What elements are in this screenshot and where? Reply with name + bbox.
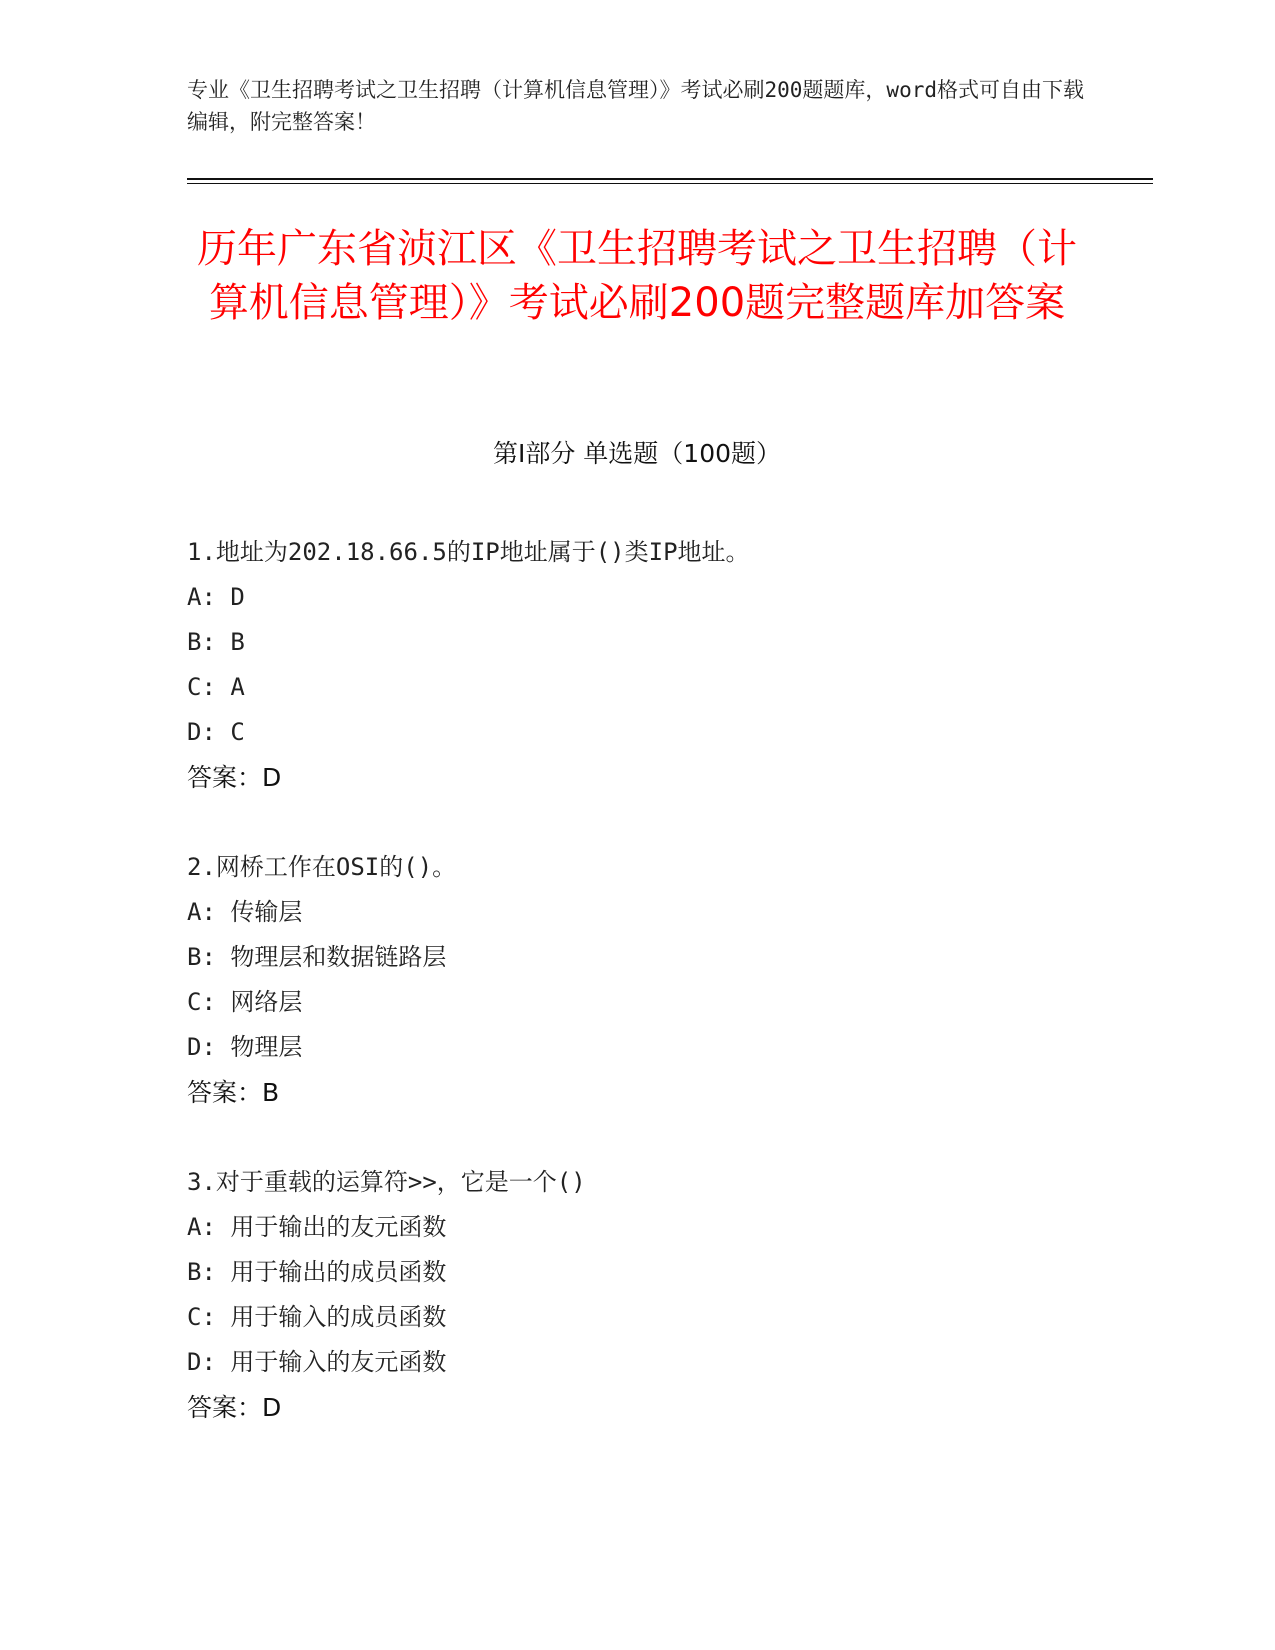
question-2 [187,845,1087,1115]
option-d: D: C [187,718,245,746]
answer: 答案：D [187,1393,282,1422]
option-c: C: A [187,673,245,701]
option-a: A: 用于输出的友元函数 [187,1213,447,1241]
header-divider-thick [187,178,1153,180]
answer: 答案：B [187,1078,280,1107]
option-d: D: 物理层 [187,1033,303,1061]
answer: 答案：D [187,763,282,792]
option-c: C: 网络层 [187,988,303,1016]
question-stem: 2.网桥工作在OSI的()。 [187,853,457,881]
question-stem: 1.地址为202.18.66.5的IP地址属于()类IP地址。 [187,538,750,566]
option-a: A: D [187,583,245,611]
option-b: B: 物理层和数据链路层 [187,943,447,971]
header-note: 专业《卫生招聘考试之卫生招聘（计算机信息管理）》考试必刷200题题库，word格式可自由下载编辑，附完整答案！ [187,78,1084,134]
option-c: C: 用于输入的成员函数 [187,1303,447,1331]
question-stem: 3.对于重载的运算符>>，它是一个() [187,1168,586,1196]
document-title: 历年广东省浈江区《卫生招聘考试之卫生招聘（计算机信息管理）》考试必刷200题完整题库加答案 [197,226,1077,326]
question-list [187,530,1087,1475]
option-b: B: B [187,628,245,656]
section-title: 第Ⅰ部分 单选题（100题） [492,439,782,468]
question-3 [187,1160,1087,1430]
option-a: A: 传输层 [187,898,303,926]
question-1 [187,530,1087,800]
option-b: B: 用于输出的成员函数 [187,1258,447,1286]
header-divider-thin [187,183,1153,184]
option-d: D: 用于输入的友元函数 [187,1348,447,1376]
